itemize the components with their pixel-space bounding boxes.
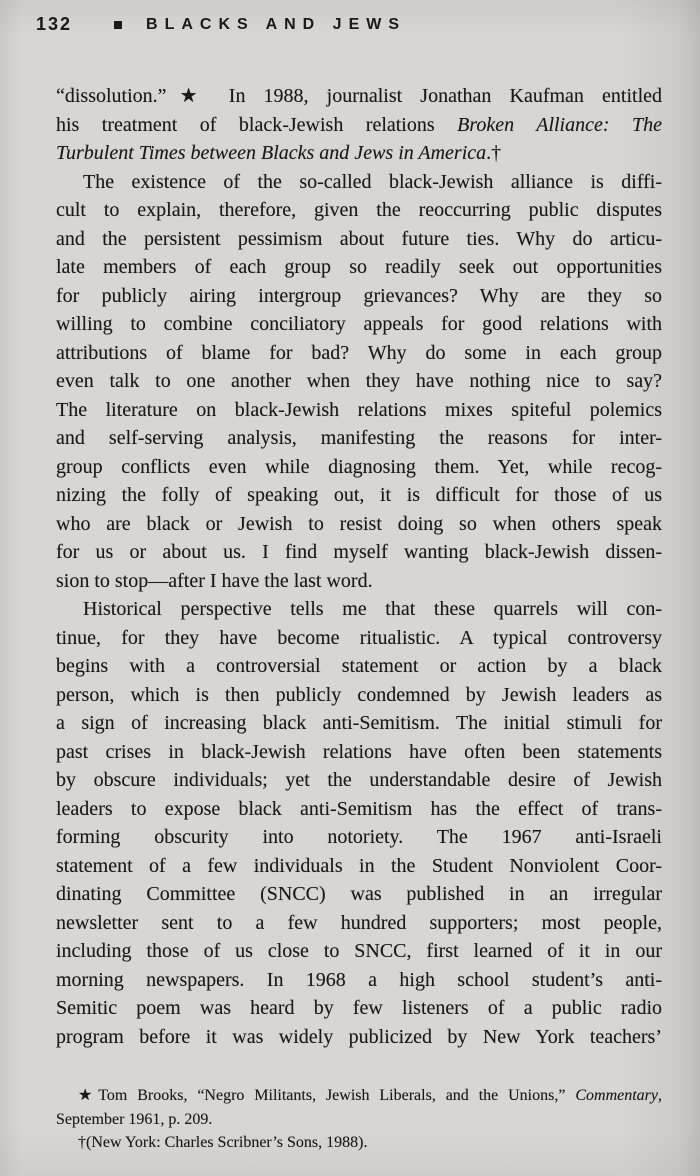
text-segment: statement of a few individuals in the Student Nonviolent Coor- <box>56 854 662 877</box>
text-line <box>56 225 662 254</box>
text-segment: past crises in black-Jewish relations have often been statements <box>56 740 662 763</box>
paragraph <box>56 168 662 596</box>
footnotes <box>56 1084 662 1155</box>
text-line <box>56 1131 662 1155</box>
text-line <box>56 481 662 510</box>
text-segment: cult to explain, therefore, given the reoccurring public disputes <box>56 199 662 221</box>
text-segment: and the persistent pessimism about future ties. Why do articu- <box>56 227 662 250</box>
text-line <box>56 1023 662 1052</box>
text-line <box>56 823 662 852</box>
body-text <box>56 82 662 1051</box>
text-segment: program before it was widely publicized by New York teachers’ <box>56 1025 662 1048</box>
text-line <box>56 1108 662 1132</box>
text-line <box>56 795 662 824</box>
text-segment: sion to stop—after I have the last word. <box>56 569 373 592</box>
text-line <box>56 709 662 738</box>
text-segment: begins with a controversial statement or action by a black <box>56 655 662 677</box>
italic-text-segment: Commentary <box>575 1087 658 1104</box>
square-bullet-icon <box>114 21 122 29</box>
text-segment: who are black or Jewish to resist doing so when others speak <box>56 512 662 535</box>
text-segment: The existence of the so-called black-Jewish alliance is diffi- <box>83 170 662 193</box>
text-line <box>56 196 662 225</box>
text-line <box>56 994 662 1023</box>
text-segment: “dissolution.”★ In 1988, journalist Jonathan Kaufman entitled <box>56 85 662 107</box>
text-segment: willing to combine conciliatory appeals for good relations with <box>56 313 662 335</box>
text-line <box>56 738 662 767</box>
text-segment: Historical perspective tells me that these quarrels will con- <box>83 598 662 620</box>
text-segment: †(New York: Charles Scribner’s Sons, 1988). <box>78 1134 368 1151</box>
text-segment: group conflicts even while diagnosing them. Yet, while recog- <box>56 455 662 478</box>
text-line <box>56 424 662 453</box>
text-line <box>56 937 662 966</box>
text-segment: nizing the folly of speaking out, it is difficult for those of us <box>56 484 662 506</box>
text-line <box>56 111 662 140</box>
text-segment: forming obscurity into notoriety. The 1967 anti-Israeli <box>56 826 662 848</box>
text-line <box>56 538 662 567</box>
paragraph <box>56 82 662 168</box>
text-segment: dinating Committee (SNCC) was published in an irregular <box>56 883 662 905</box>
text-line <box>56 510 662 539</box>
text-segment: late members of each group so readily seek out opportunities <box>56 256 662 278</box>
text-segment: and self-serving analysis, manifesting the reasons for inter- <box>56 427 662 449</box>
text-line <box>56 310 662 339</box>
text-segment: leaders to expose black anti-Semitism has the effect of trans- <box>56 797 662 820</box>
paragraph <box>56 1084 662 1131</box>
text-segment: September 1961, p. 209. <box>56 1110 213 1128</box>
text-line <box>56 681 662 710</box>
text-line <box>56 282 662 311</box>
page-number: 132 <box>36 14 73 34</box>
text-segment: newsletter sent to a few hundred supporters; most people, <box>56 911 662 934</box>
text-line <box>56 168 662 197</box>
running-title: BLACKS AND JEWS <box>146 15 407 33</box>
text-line <box>56 567 662 596</box>
text-segment: a sign of increasing black anti-Semitism. The initial stimuli for <box>56 712 662 734</box>
text-line <box>56 253 662 282</box>
text-segment: by obscure individuals; yet the understandable desire of Jewish <box>56 769 662 791</box>
paragraph <box>56 1131 662 1155</box>
text-line <box>56 880 662 909</box>
text-line <box>56 367 662 396</box>
text-line <box>56 966 662 995</box>
text-segment: for publicly airing intergroup grievances? Why are they so <box>56 284 662 307</box>
italic-text-segment: Broken Alliance: The <box>457 113 662 136</box>
text-segment: , <box>658 1087 662 1104</box>
text-line <box>56 453 662 482</box>
text-line <box>56 624 662 653</box>
text-segment: tinue, for they have become ritualistic. A typical controversy <box>56 626 662 649</box>
text-line <box>56 909 662 938</box>
text-line <box>56 852 662 881</box>
text-segment: .† <box>486 142 502 164</box>
text-segment: for us or about us. I find myself wanting black-Jewish dissen- <box>56 541 662 563</box>
text-line <box>56 82 662 111</box>
text-segment: even talk to one another when they have nothing nice to say? <box>56 370 662 392</box>
text-line <box>56 396 662 425</box>
text-line <box>56 766 662 795</box>
text-segment: person, which is then publicly condemned by Jewish leaders as <box>56 683 662 706</box>
text-line <box>56 1084 662 1108</box>
text-segment: his treatment of black-Jewish relations <box>56 113 458 136</box>
text-line <box>56 139 662 168</box>
paragraph <box>56 595 662 1051</box>
running-header <box>36 14 406 35</box>
text-segment: Semitic poem was heard by few listeners of a public radio <box>56 997 662 1019</box>
text-line <box>56 595 662 624</box>
text-segment: ★Tom Brooks, “Negro Militants, Jewish Liberals, and the Unions,” <box>78 1087 576 1104</box>
text-line <box>56 652 662 681</box>
text-segment: attributions of blame for bad? Why do some in each group <box>56 341 662 364</box>
text-line <box>56 339 662 368</box>
text-segment: including those of us close to SNCC, first learned of it in our <box>56 940 662 962</box>
text-segment: morning newspapers. In 1968 a high school student’s anti- <box>56 968 662 991</box>
text-segment: The literature on black-Jewish relations mixes spiteful polemics <box>56 398 662 421</box>
italic-text-segment: Turbulent Times between Blacks and Jews in America <box>56 142 487 164</box>
